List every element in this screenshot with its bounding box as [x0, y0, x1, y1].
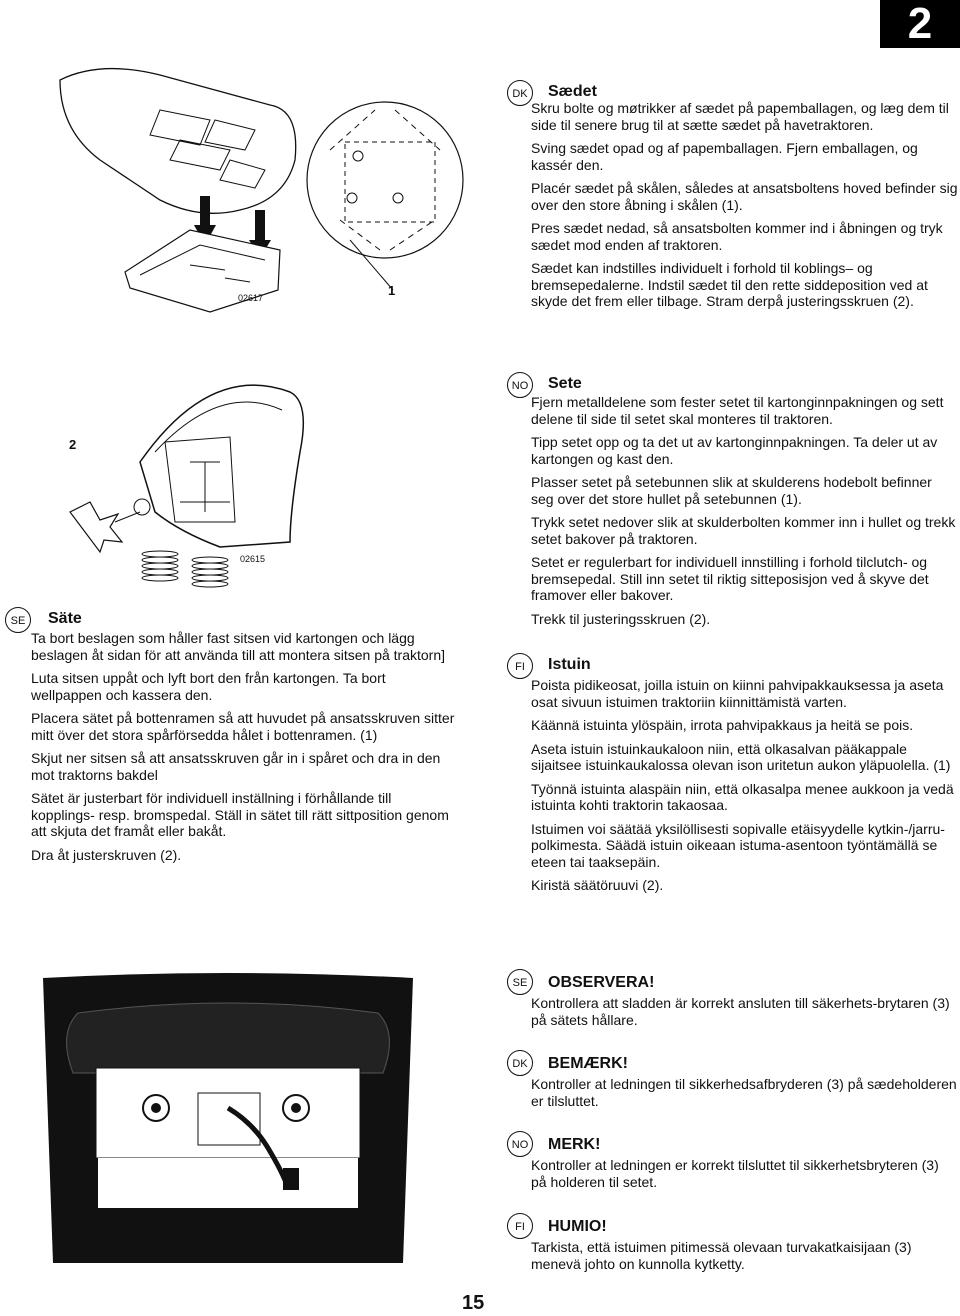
paragraph: Luta sitsen uppåt och lyft bort den från kartongen. Ta bort wellpappen och kassera den. [31, 670, 386, 703]
section-title-se: Säte [48, 610, 82, 627]
lang-badge: DK [507, 1050, 533, 1076]
image-code: 02617 [238, 293, 264, 303]
paragraph: Plasser setet på setebunnen slik at skulderens hodebolt befinner seg over det store hullet på setebunnen (1). [531, 474, 932, 507]
paragraph: Työnnä istuinta alaspäin niin, että olkasalpa menee aukkoon ja vedä istuinta kohti traktorin takaosaa. [531, 780, 954, 813]
notice-text: Tarkista, että istuimen pitimessä olevaan turvakatkaisijaan (3) menevä johto on kunnolla kytketty. [531, 1239, 912, 1272]
notice-title: HUMIO! [548, 1218, 607, 1235]
notice-title: MERK! [548, 1136, 601, 1153]
paragraph: Fjern metalldelene som fester setet til kartonginnpakningen og sett delene til side til setet skal monteres til traktoren. [531, 394, 944, 427]
notice-text: Kontroller at ledningen er korrekt tilsluttet til sikkerhetsbryteren (3) på holderen til setet. [531, 1157, 939, 1190]
paragraph: Trykk setet nedover slik at skulderbolten kommer inn i hullet og trekk setet bakover på traktoren. [531, 514, 956, 547]
section-title-fi: Istuin [548, 656, 591, 673]
callout-1: 1 [388, 283, 396, 298]
seat-assembly-illustration [40, 50, 440, 320]
paragraph: Poista pidikeosat, joilla istuin on kiinni pahvipakkauksessa ja aseta osat sivuun istuimen traktoriin kiinnittämistä varten. [531, 677, 944, 710]
paragraph: Sædet kan indstilles individuelt i forhold til koblings– og bremsepedalerne. Indstil sædet til den rette siddeposition ved at skyde det frem eller tilbage. Stram derpå justeringsskruen (2). [531, 260, 928, 309]
lang-badge-fi: FI [507, 653, 533, 679]
paragraph: Ta bort beslagen som håller fast sitsen vid kartongen och lägg beslagen åt sidan för att använda till att montera sitsen på traktorn] [31, 630, 446, 663]
section-body-dk [531, 100, 958, 317]
chapter-tab: 2 [880, 0, 960, 48]
section-body-fi [531, 677, 958, 901]
paragraph: Aseta istuin istuinkaukaloon niin, että olkasalvan pääkappale sijaitsee istuinkaukalossa olevan ison uritetun aukon yläpuolella. (1) [531, 740, 951, 773]
notice-text: Kontroller at ledningen til sikkerhedsafbryderen (3) på sædeholderen er tilsluttet. [531, 1076, 957, 1109]
section-body-se [31, 630, 458, 870]
seat-adjustment-illustration [60, 362, 330, 592]
section-title-no: Sete [548, 375, 582, 392]
paragraph: Pres sædet nedad, så ansatsbolten kommer ind i åbningen og tryk sædet mod enden af traktoren. [531, 220, 943, 253]
page-number: 15 [462, 1292, 485, 1314]
paragraph: Tipp setet opp og ta det ut av kartonginnpakningen. Ta deler ut av kartongen og kast den. [531, 434, 938, 467]
image-code-2: 02615 [240, 554, 266, 564]
paragraph: Istuimen voi säätää yksilöllisesti sopivalle etäisyydelle kytkin-/jarru-polkimesta. Säädä istuin oikeaan istuma-asentoon työntämällä se eteen tai taaksepäin. [531, 820, 945, 870]
paragraph: Dra åt justerskruven (2). [31, 846, 182, 863]
callout-3: 3 [81, 1243, 89, 1258]
lang-badge-se: SE [5, 607, 31, 633]
lang-badge: SE [507, 969, 533, 995]
paragraph: Placera sätet på bottenramen så att huvudet på ansatsskruven sitter mitt över det stora spårförsedda hålet i bottenramen. (1) [31, 710, 455, 743]
lang-badge-no: NO [507, 372, 533, 398]
paragraph: Kiristä säätöruuvi (2). [531, 877, 664, 893]
callout-2: 2 [69, 437, 77, 452]
paragraph: Skjut ner sitsen så att ansatsskruven går in i spåret och dra in den mot traktorns bakdel [31, 750, 441, 783]
section-title-dk: Sædet [548, 83, 597, 100]
paragraph: Skru bolte og møtrikker af sædet på papemballagen, og læg dem til side til senere brug til at sætte sædet på havetraktoren. [531, 100, 949, 133]
paragraph: Sätet är justerbart för individuell inställning i förhållande till kopplings- resp. bromspedal. Ställ in sätet till rätt sittposition genom att skjuta det framåt eller bakåt. [31, 790, 449, 839]
notice-title: OBSERVERA! [548, 974, 655, 991]
paragraph: Sving sædet opad og af papemballagen. Fjern emballagen, og kassér den. [531, 140, 918, 173]
paragraph: Trekk til justeringsskruen (2). [531, 610, 711, 627]
lang-badge: FI [507, 1213, 533, 1239]
lang-badge: NO [507, 1131, 533, 1157]
section-body-no [531, 394, 958, 634]
lang-badge-dk: DK [507, 80, 533, 106]
paragraph: Käännä istuinta ylöspäin, irrota pahvipakkaus ja heitä se pois. [531, 717, 914, 733]
paragraph: Placér sædet på skålen, således at ansatsboltens hoved befinder sig over den store åbning i skålen (1). [531, 180, 958, 213]
seat-switch-illustration [38, 973, 418, 1278]
notice-title: BEMÆRK! [548, 1055, 628, 1072]
notice-text: Kontrollera att sladden är korrekt ansluten till säkerhets-brytaren (3) på sätets hållare. [531, 995, 950, 1028]
paragraph: Setet er regulerbart for individuell innstilling i forhold tilclutch- og bremsepedal. Still inn setet til riktig sitteposisjon ved å skyve det framover eller bakover. [531, 554, 929, 603]
